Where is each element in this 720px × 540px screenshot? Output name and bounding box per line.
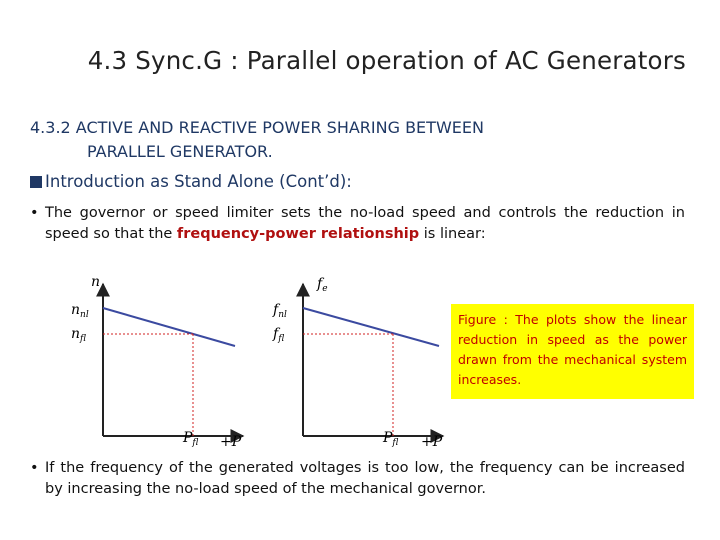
left-y-axis-label: n: [91, 274, 101, 290]
right-ffl-label: $f_{fl}$: [273, 326, 285, 344]
right-pfl-label: $P_{fl}$: [383, 430, 399, 448]
bullet2-text: If the frequency of the generated voltages is too low, the frequency can be increased by increasing the no-load speed of the mechanical governor.: [45, 460, 685, 497]
bullet-dot-icon: •: [30, 460, 39, 476]
frequency-power-plot: [272, 276, 443, 450]
right-fnl-label: $f_{nl}$: [273, 302, 287, 320]
droop-plots: [55, 268, 450, 460]
right-y-axis-label: $f_e$: [317, 276, 328, 294]
intro-heading: [30, 172, 352, 191]
left-pfl-label: $P_{fl}$: [183, 430, 199, 448]
left-nnl-label: $n_{nl}$: [71, 302, 89, 320]
square-bullet-icon: [30, 176, 42, 188]
right-x-axis-label: +P: [421, 434, 443, 450]
figure-caption: Figure : The plots show the linear reduction in speed as the power drawn from the mechanical system increases.: [451, 304, 694, 399]
slide-title: 4.3 Sync.G : Parallel operation of AC Generators: [87, 46, 686, 75]
bullet1-text-b: is linear:: [419, 226, 486, 242]
bullet1-text-a: The governor or speed limiter sets the no-load speed and controls the reduction in speed so that the: [45, 205, 685, 242]
section-heading-line2: PARALLEL GENERATOR.: [87, 142, 273, 161]
intro-text: Introduction as Stand Alone (Cont’d):: [45, 172, 352, 191]
left-droop-line: [103, 308, 235, 346]
section-heading-line1: 4.3.2 ACTIVE AND REACTIVE POWER SHARING BETWEEN: [30, 118, 484, 137]
speed-power-plot: [71, 274, 243, 450]
bullet-frequency: [30, 458, 685, 500]
section-heading: [30, 116, 670, 164]
bullet1-highlight: frequency-power relationship: [176, 226, 420, 242]
left-nfl-label: $n_{fl}$: [71, 326, 87, 344]
bullet-governor: [30, 203, 685, 245]
left-x-axis-label: +P: [220, 434, 242, 450]
right-droop-line: [303, 308, 439, 346]
bullet-dot-icon: •: [30, 205, 39, 221]
